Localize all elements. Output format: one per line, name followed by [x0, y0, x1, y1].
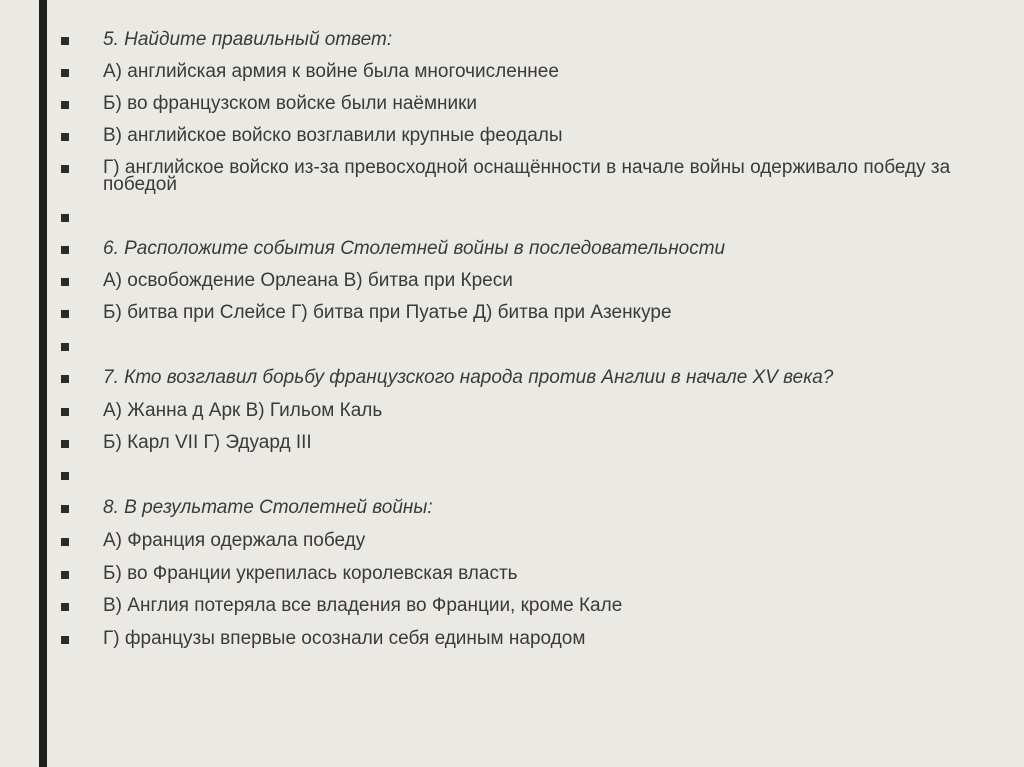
bullet-icon [61, 246, 69, 254]
answer-text: Б) во Франции укрепилась королевская власть [103, 563, 518, 584]
answer-text: А) освобождение Орлеана В) битва при Креси [103, 270, 513, 291]
bullet-icon [61, 133, 69, 141]
question-8-title: 8. В результате Столетней войны: [103, 497, 433, 518]
question-7-title: 7. Кто возглавил борьбу французского народа против Англии в начале XV века? [103, 367, 834, 388]
bullet-icon [61, 37, 69, 45]
answer-text: А) английская армия к войне была многочисленнее [103, 61, 559, 82]
question-5-title: 5. Найдите правильный ответ: [103, 29, 393, 50]
bullet-icon [61, 310, 69, 318]
bullet-icon [61, 343, 69, 351]
bullet-icon [61, 440, 69, 448]
answer-text: Б) Карл VII Г) Эдуард III [103, 432, 312, 453]
bullet-icon [61, 603, 69, 611]
bullet-icon [61, 505, 69, 513]
bullet-icon [61, 472, 69, 480]
bullet-icon [61, 278, 69, 286]
question-6-title: 6. Расположите события Столетней войны в последовательности [103, 238, 726, 259]
answer-text: Г) французы впервые осознали себя единым народом [103, 628, 586, 649]
answer-text: В) Англия потеряла все владения во Франции, кроме Кале [103, 595, 623, 616]
bullet-icon [61, 101, 69, 109]
bullet-icon [61, 571, 69, 579]
bullet-icon [61, 538, 69, 546]
bullet-icon [61, 636, 69, 644]
bullet-icon [61, 375, 69, 383]
answer-text: Б) битва при Слейсе Г) битва при Пуатье Д) битва при Азенкуре [103, 302, 672, 323]
answer-text: Г) английское войско из-за превосходной оснащённости в начале войны одерживало победу за победой [103, 157, 951, 195]
answer-text: В) английское войско возглавили крупные феодалы [103, 125, 563, 146]
bullet-icon [61, 408, 69, 416]
answer-text: А) Жанна д Арк В) Гильом Каль [103, 400, 383, 421]
answer-text: Б) во французском войске были наёмники [103, 93, 478, 114]
bullet-icon [61, 69, 69, 77]
bullet-icon [61, 214, 69, 222]
bullet-icon [61, 165, 69, 173]
answer-text: А) Франция одержала победу [103, 530, 366, 551]
